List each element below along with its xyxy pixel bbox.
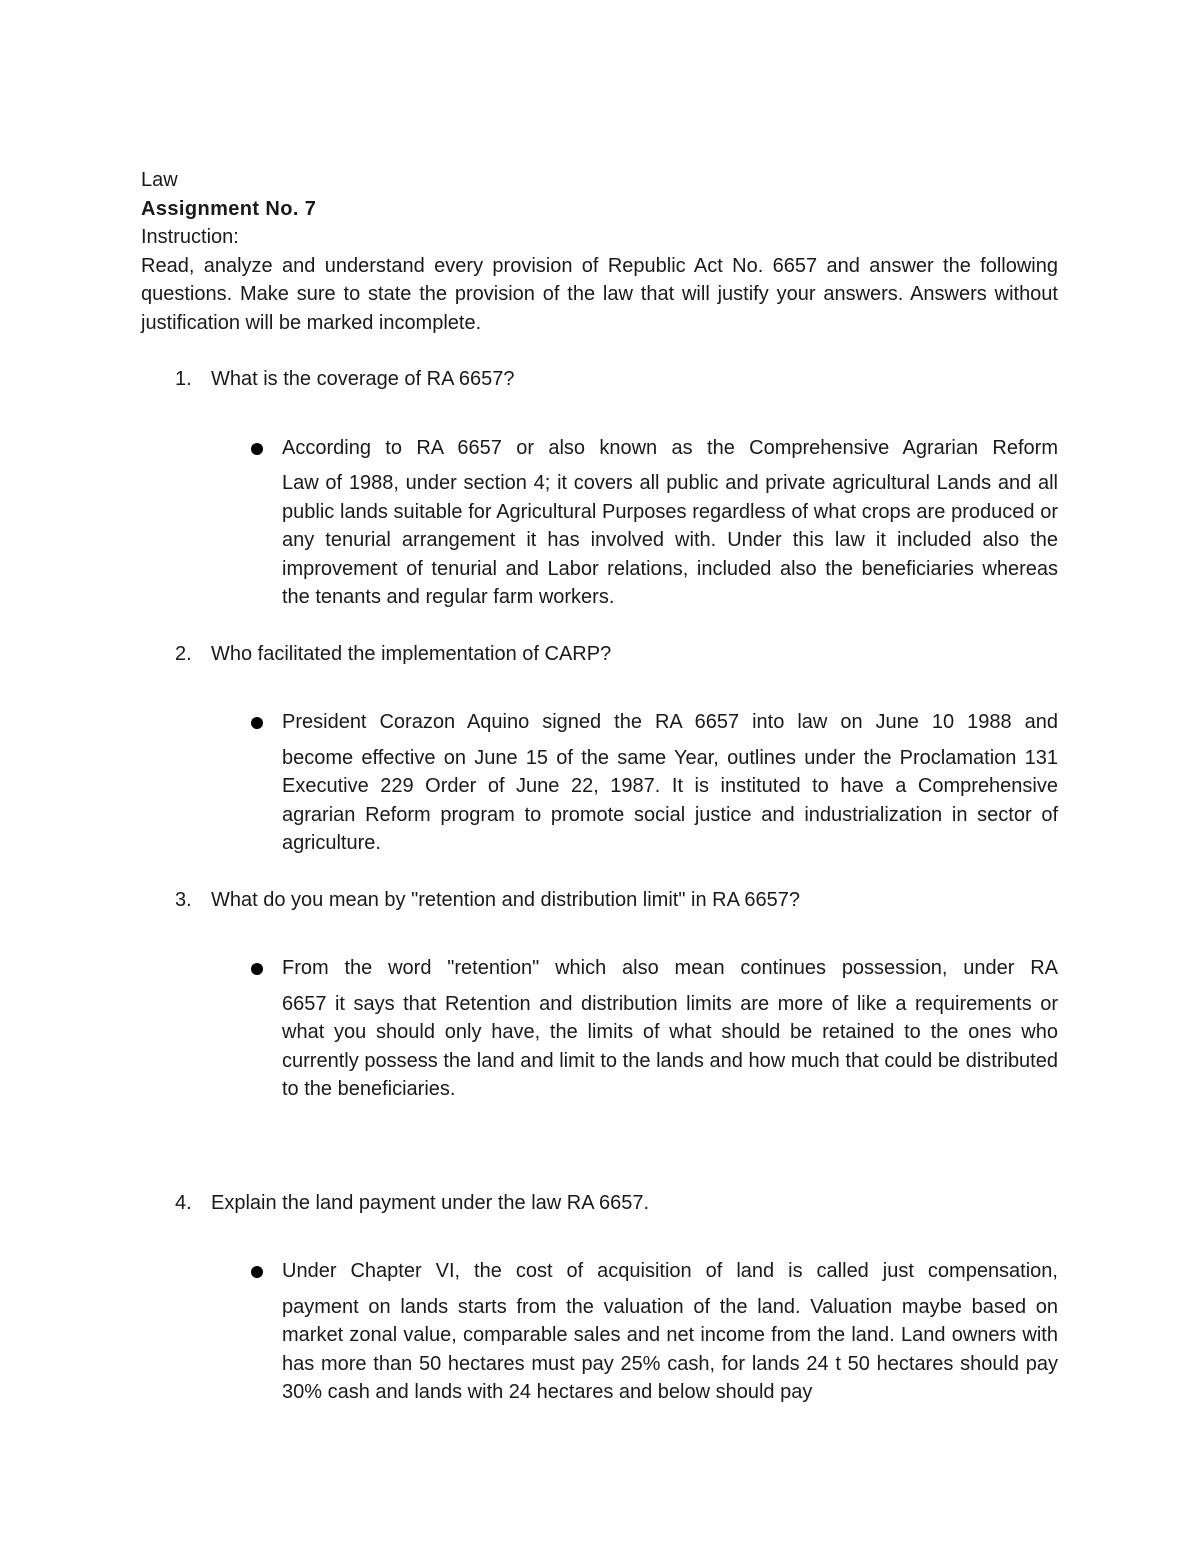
- question-text: What do you mean by "retention and distribution limit" in RA 6657?: [211, 888, 800, 911]
- question-number: 1.: [175, 368, 192, 390]
- answer-body: become effective on June 15 of the same Year, outlines under the Proclamation 131 Executive 229 Order of June 22, 1987. It is instituted to have a Comprehensive agrarian Reform program to promote social justice and industrialization in sector of agriculture.: [282, 746, 1058, 854]
- bullet-icon: [251, 963, 263, 975]
- answer-first-line: Under Chapter VI, the cost of acquisition of land is called just compensation,: [282, 1260, 1058, 1282]
- bullet-icon: [251, 443, 263, 455]
- instruction-label: Instruction:: [141, 226, 239, 248]
- answer-body: payment on lands starts from the valuation of the land. Valuation maybe based on market zonal value, comparable sales and net income from the land. Land owners with has more than 50 hectares must pay 25% cash, for lands 24 t 50 hectares should pay 30% cash and lands with 24 hectares and below should pay: [282, 1295, 1058, 1403]
- question-number: 4.: [175, 1191, 192, 1214]
- answer-body: Law of 1988, under section 4; it covers all public and private agricultural Lands and all public lands suitable for Agricultural Purposes regardless of what crops are produced or any tenurial arrangement it has involved with. Under this law it included also the improvement of tenurial and Labor relations, included also the beneficiaries whereas the tenants and regular farm workers.: [282, 472, 1058, 608]
- answer-4: [141, 1257, 1058, 1407]
- document-page: [141, 166, 1058, 1407]
- answer-2: [141, 708, 1058, 858]
- question-3: [141, 886, 1058, 915]
- assignment-title: Assignment No. 7: [141, 197, 317, 220]
- answer-first-line: President Corazon Aquino signed the RA 6657 into law on June 10 1988 and: [282, 711, 1058, 733]
- question-4: [141, 1189, 1058, 1218]
- bullet-icon: [251, 717, 263, 729]
- instruction-text: Read, analyze and understand every provision of Republic Act No. 6657 and answer the following questions. Make sure to state the provision of the law that will justify your answers. Answers without justification will be marked incomplete.: [141, 254, 1058, 334]
- question-number: 2.: [175, 642, 192, 665]
- answer-1: [141, 434, 1058, 612]
- answer-first-line: According to RA 6657 or also known as the Comprehensive Agrarian Reform: [282, 436, 1058, 459]
- question-1: [141, 365, 1058, 394]
- question-text: Explain the land payment under the law RA 6657.: [211, 1191, 650, 1214]
- answer-body: 6657 it says that Retention and distribution limits are more of like a requirements or what you should only have, the limits of what should be retained to the ones who currently possess the land and limit to the lands and how much that could be distributed to the beneficiaries.: [282, 992, 1058, 1100]
- bullet-icon: [251, 1266, 263, 1278]
- answer-first-line: From the word "retention" which also mean continues possession, under RA: [282, 957, 1058, 979]
- question-text: What is the coverage of RA 6657?: [211, 368, 515, 390]
- subject-label: Law: [141, 169, 178, 191]
- question-number: 3.: [175, 888, 192, 911]
- question-2: [141, 640, 1058, 669]
- question-text: Who facilitated the implementation of CARP?: [211, 642, 612, 665]
- answer-3: [141, 954, 1058, 1104]
